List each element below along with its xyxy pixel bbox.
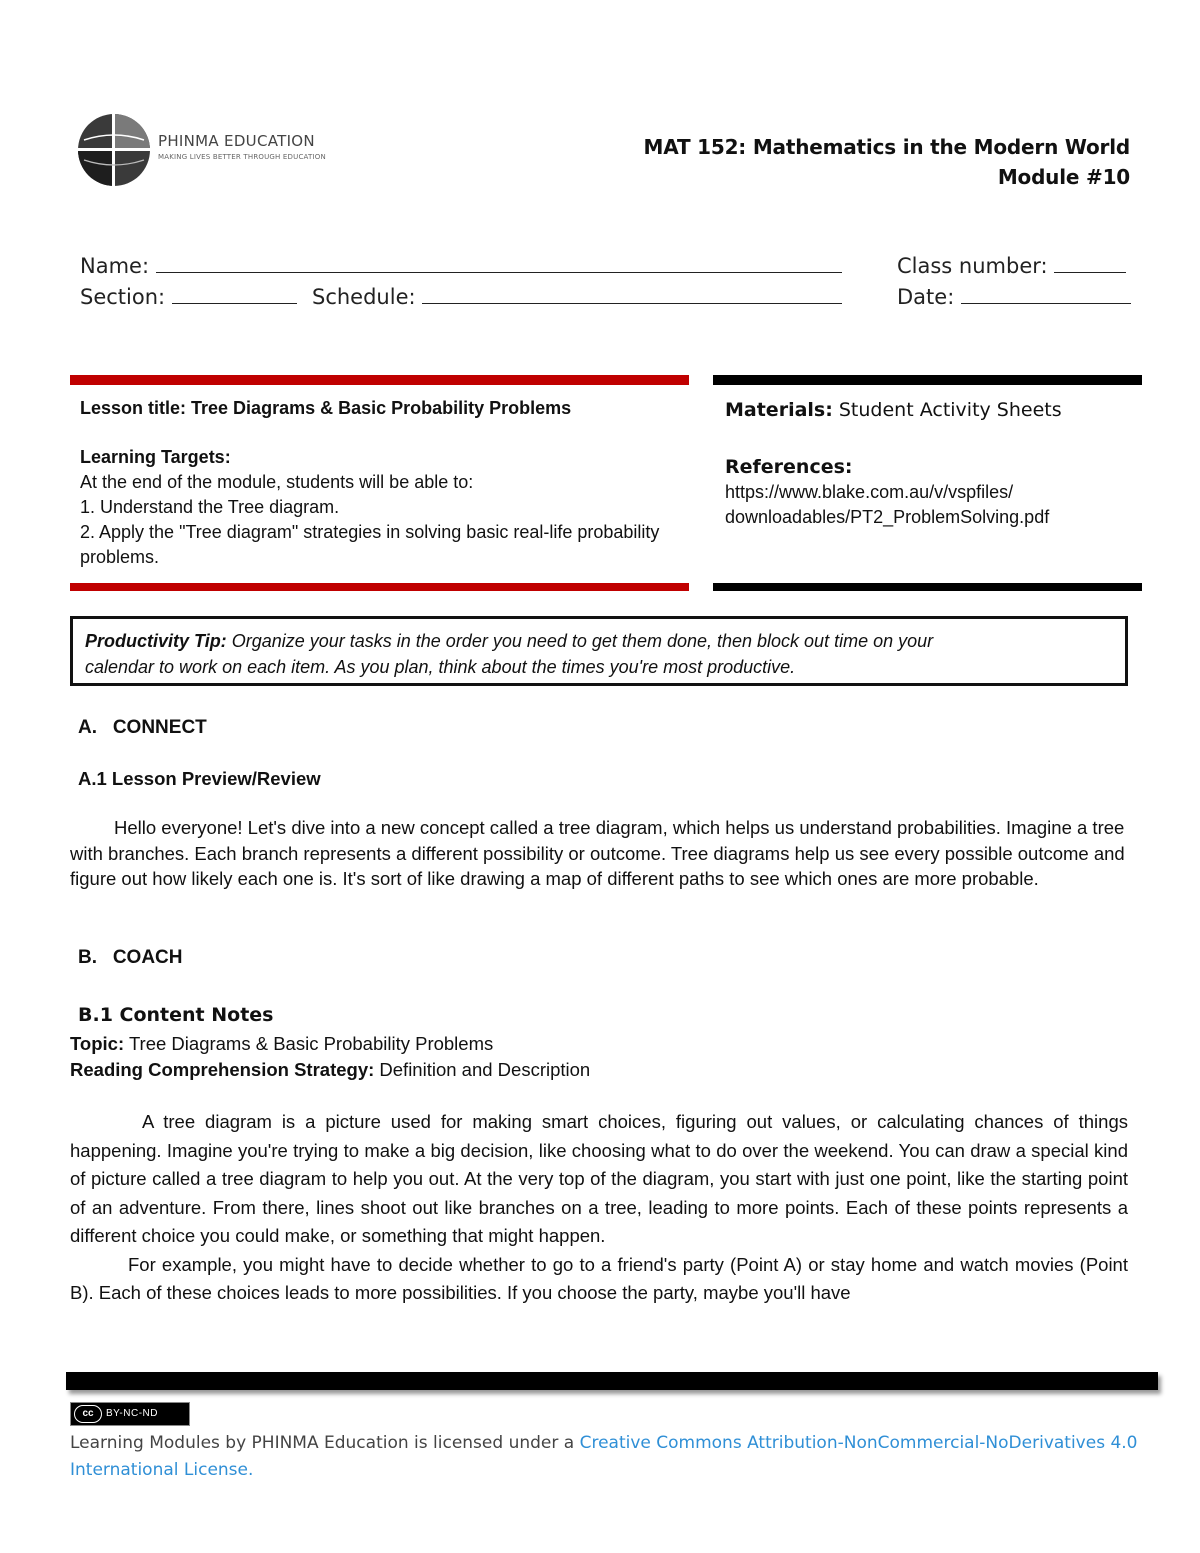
- lesson-title: [80, 396, 690, 421]
- productivity-tip: [70, 616, 1128, 686]
- schedule-line[interactable]: [422, 283, 842, 304]
- logo-title: PHINMA EDUCATION: [158, 132, 315, 150]
- cc-icon: cc: [74, 1405, 102, 1423]
- coach-heading: B. COACH: [78, 947, 183, 968]
- reference-line-2: downloadables/PT2_ProblemSolving.pdf: [725, 507, 1050, 527]
- materials-top-bar: [713, 375, 1142, 385]
- class-number-line[interactable]: [1054, 252, 1126, 273]
- cc-terms: BY-NC-ND: [106, 1408, 158, 1419]
- tip-text: Organize your tasks in the order you need to get them done, then block out time on your: [231, 631, 934, 651]
- topic-line: [70, 1031, 493, 1057]
- content-notes-heading: B.1 Content Notes: [78, 1004, 274, 1026]
- strategy-label: Reading Comprehension Strategy:: [70, 1059, 375, 1080]
- section-label: Section:: [80, 285, 166, 309]
- content-paragraph-1: A tree diagram is a picture used for making smart choices, figuring out values, or calculating chances of things happening. Imagine you're trying to make a big decision, like choosing what to do over the weekend. You can draw a special kind of picture called a tree diagram to help you out. At the very top of the diagram, you start with just one point, like the starting point of an adventure. From there, lines shoot out like branches on a tree, leading to more points. Each of these points represents a different choice you could make, or something that might happen.: [70, 1111, 1128, 1246]
- cc-license-badge[interactable]: [70, 1402, 190, 1426]
- phinma-logo: [74, 110, 334, 190]
- footer-bar: [66, 1372, 1158, 1390]
- content-paragraph-2: For example, you might have to decide whether to go to a friend's party (Point A) or stay home and watch movies (Point B). Each of these choices leads to more possibilities. If you choose the party, maybe you'll have: [70, 1253, 1128, 1303]
- materials-label: Materials:: [725, 399, 833, 421]
- topic-label: Topic:: [70, 1033, 125, 1054]
- learning-target-1: 1. Understand the Tree diagram.: [80, 497, 340, 517]
- schedule-field[interactable]: [312, 283, 842, 309]
- class-number-label: Class number:: [897, 254, 1048, 278]
- materials-value: Student Activity Sheets: [838, 399, 1062, 421]
- strategy-line: [70, 1057, 590, 1083]
- date-label: Date:: [897, 285, 955, 309]
- license-text: [70, 1430, 1140, 1484]
- course-header: [644, 132, 1130, 192]
- section-line[interactable]: [172, 283, 297, 304]
- license-suffix: .: [248, 1460, 254, 1480]
- content-notes-body: [70, 1108, 1128, 1308]
- materials-info: [725, 398, 1145, 530]
- strategy-value: Definition and Description: [379, 1059, 591, 1080]
- lesson-top-bar: [70, 375, 689, 385]
- module-number: Module #10: [997, 165, 1130, 189]
- connect-paragraph: Hello everyone! Let's dive into a new concept called a tree diagram, which helps us understand probabilities. Imagine a tree with branches. Each branch represents a different possibility or outcome. Tree diagrams help us see every possible outcome and figure out how likely each one is. It's sort of like drawing a map of different paths to see which ones are more probable.: [70, 817, 1125, 889]
- phinma-logo-icon: [74, 110, 156, 190]
- references-label: References:: [725, 456, 853, 478]
- reference-line-1: https://www.blake.com.au/v/vspfiles/: [725, 482, 1014, 502]
- tip-label: Productivity Tip:: [85, 631, 227, 651]
- course-title: MAT 152: Mathematics in the Modern World: [643, 135, 1130, 159]
- lesson-bottom-bar: [70, 583, 689, 591]
- name-line[interactable]: [156, 252, 842, 273]
- name-field[interactable]: [80, 252, 842, 278]
- license-prefix: Learning Modules by PHINMA Education is licensed under a: [70, 1433, 575, 1453]
- lesson-preview-heading: A.1 Lesson Preview/Review: [78, 768, 321, 789]
- tip-text-2: calendar to work on each item. As you plan, think about the times you're most productive.: [85, 657, 796, 677]
- license-link[interactable]: Creative Commons Attribution-NonCommercial-NoDerivatives 4.0 International License: [70, 1433, 1138, 1480]
- learning-targets-label: Learning Targets:: [80, 447, 231, 467]
- schedule-label: Schedule:: [312, 285, 416, 309]
- lesson-info: [80, 396, 690, 570]
- learning-target-2: 2. Apply the "Tree diagram" strategies in solving basic real-life probability problems.: [80, 522, 660, 567]
- lesson-title-label: Lesson title:: [80, 398, 187, 418]
- learning-targets-intro: At the end of the module, students will be able to:: [80, 472, 474, 492]
- topic-value: Tree Diagrams & Basic Probability Problems: [128, 1033, 494, 1054]
- name-label: Name:: [80, 254, 150, 278]
- lesson-title-value: Tree Diagrams & Basic Probability Problems: [191, 398, 572, 418]
- date-field[interactable]: [897, 283, 1131, 309]
- materials: [725, 398, 1145, 423]
- date-line[interactable]: [961, 283, 1131, 304]
- class-number-field[interactable]: [897, 252, 1126, 278]
- section-field[interactable]: [80, 283, 297, 309]
- logo-tagline: MAKING LIVES BETTER THROUGH EDUCATION: [158, 153, 326, 161]
- materials-bottom-bar: [713, 583, 1142, 591]
- connect-heading: A. CONNECT: [78, 717, 207, 738]
